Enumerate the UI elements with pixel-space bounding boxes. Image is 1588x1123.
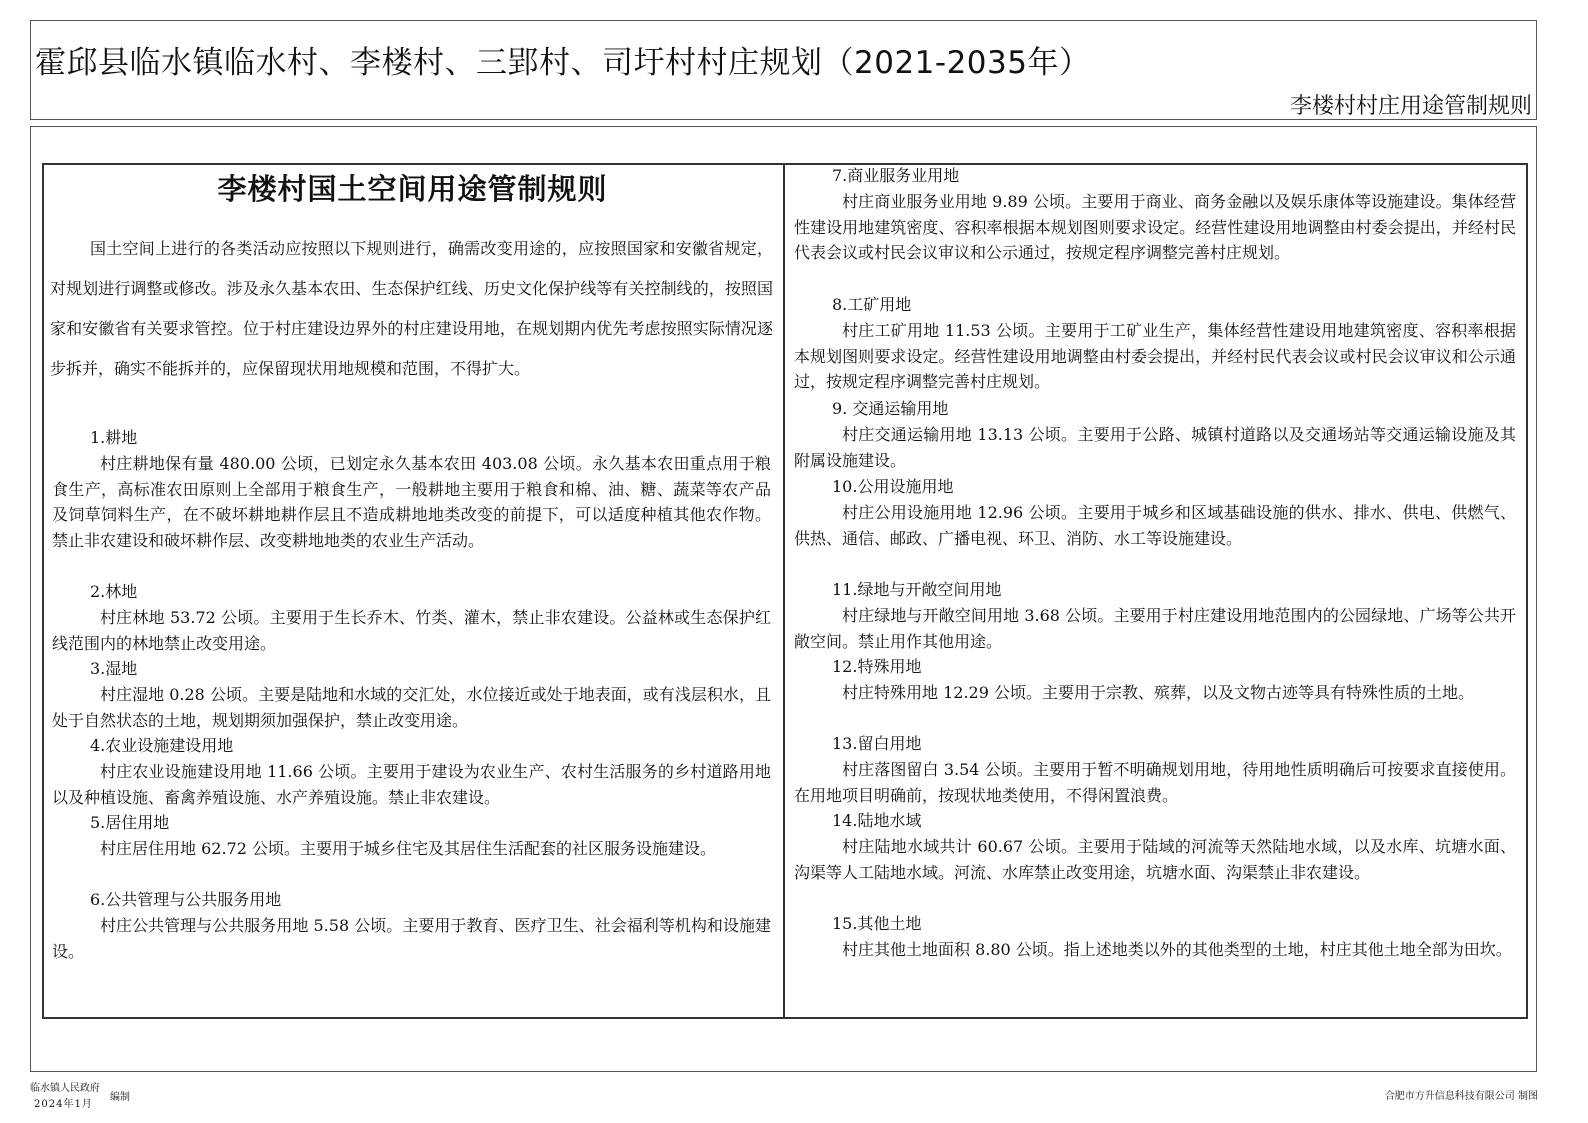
section-body: 村庄湿地 0.28 公顷。主要是陆地和水域的交汇处，水位接近或处于地表面，或有浅层积水，且处于自然状态的土地，规划期须加强保护，禁止改变用途。 <box>52 684 771 730</box>
section-heading: 1.耕地 <box>90 428 138 447</box>
section-body: 村庄交通运输用地 13.13 公顷。主要用于公路、城镇村道路以及交通场站等交通运输设施及其附属设施建设。 <box>794 424 1516 470</box>
header-box <box>30 20 1537 120</box>
section-heading: 2.林地 <box>90 582 138 601</box>
section-5 <box>52 810 771 862</box>
section-heading: 10.公用设施用地 <box>832 477 954 496</box>
section-heading: 12.特殊用地 <box>832 657 922 676</box>
section-2 <box>52 579 771 656</box>
section-heading: 3.湿地 <box>90 659 138 678</box>
section-body: 村庄其他土地面积 8.80 公顷。指上述地类以外的其他类型的土地，村庄其他土地全部为田坎。 <box>842 939 1512 959</box>
section-body: 村庄特殊用地 12.29 公顷。主要用于宗教、殡葬，以及文物古迹等具有特殊性质的土地。 <box>842 682 1474 702</box>
section-body: 村庄陆地水域共计 60.67 公顷。主要用于陆域的河流等天然陆地水域，以及水库、坑塘水面、沟渠等人工陆地水域。河流、水库禁止改变用途，坑塘水面、沟渠禁止非农建设。 <box>794 836 1516 882</box>
section-heading: 4.农业设施建设用地 <box>90 736 234 755</box>
footer-date: 2024年1月 <box>34 1099 93 1110</box>
plan-subtitle: 李楼村村庄用途管制规则 <box>1289 94 1532 119</box>
section-3 <box>52 656 771 733</box>
section-4 <box>52 733 771 810</box>
section-body: 村庄居住用地 62.72 公顷。主要用于城乡住宅及其居住生活配套的社区服务设施建设。 <box>100 838 716 858</box>
section-13 <box>794 731 1516 808</box>
plan-title: 霍邱县临水镇临水村、李楼村、三郢村、司圩村村庄规划（2021-2035年） <box>35 45 1091 81</box>
section-body: 村庄公用设施用地 12.96 公顷。主要用于城乡和区域基础设施的供水、排水、供电、供燃气、供热、通信、邮政、广播电视、环卫、消防、水工等设施建设。 <box>794 502 1516 548</box>
footer-org: 临水镇人民政府 <box>30 1083 100 1094</box>
section-1 <box>52 425 771 554</box>
section-heading: 15.其他土地 <box>832 914 922 933</box>
section-body: 村庄工矿用地 11.53 公顷。主要用于工矿业生产，集体经营性建设用地建筑密度、容积率根据本规划图则要求设定。经营性建设用地调整由村委会提出，并经村民代表会议或村民会议审议和公示通过，按规定程序调整完善村庄规划。 <box>794 320 1516 392</box>
footer-maker: 合肥市方升信息科技有限公司 制图 <box>1384 1091 1538 1102</box>
section-10 <box>794 474 1516 551</box>
section-body: 村庄耕地保有量 480.00 公顷，已划定永久基本农田 403.08 公顷。永久基本农田重点用于粮食生产，高标准农田原则上全部用于粮食生产，一般耕地主要用于粮食和棉、油、糖、蔬菜等农产品及饲草饲料生产，在不破坏耕地耕作层且不造成耕地地类改变的前提下，可以适度种植其他农作物。禁止非农建设和破坏耕作层、改变耕地地类的农业生产活动。 <box>52 453 771 551</box>
section-9 <box>794 396 1516 473</box>
section-heading: 7.商业服务业用地 <box>832 166 960 185</box>
section-heading: 11.绿地与开敞空间用地 <box>832 580 1002 599</box>
footer-compiled: 编制 <box>110 1092 130 1103</box>
section-12 <box>794 654 1516 706</box>
doc-title: 李楼村国土空间用途管制规则 <box>217 172 608 206</box>
section-heading: 9. 交通运输用地 <box>832 399 949 418</box>
section-heading: 14.陆地水域 <box>832 811 922 830</box>
section-body: 村庄林地 53.72 公顷。主要用于生长乔木、竹类、灌木，禁止非农建设。公益林或生态保护红线范围内的林地禁止改变用途。 <box>52 607 771 653</box>
section-11 <box>794 577 1516 654</box>
right-column <box>786 163 1526 1019</box>
intro-paragraph: 国土空间上进行的各类活动应按照以下规则进行，确需改变用途的，应按照国家和安徽省规定，对规划进行调整或修改。涉及永久基本农田、生态保护红线、历史文化保护线等有关控制线的，按照国家和安徽省有关要求管控。位于村庄建设边界外的村庄建设用地，在规划期内优先考虑按照实际情况逐步拆并，确实不能拆并的，应保留现状用地规模和范围，不得扩大。 <box>50 239 773 378</box>
section-body: 村庄绿地与开敞空间用地 3.68 公顷。主要用于村庄建设用地范围内的公园绿地、广场等公共开敞空间。禁止用作其他用途。 <box>794 605 1516 651</box>
section-heading: 5.居住用地 <box>90 813 170 832</box>
left-column <box>42 163 785 1019</box>
section-heading: 13.留白用地 <box>832 734 922 753</box>
section-6 <box>52 887 771 964</box>
section-body: 村庄农业设施建设用地 11.66 公顷。主要用于建设为农业生产、农村生活服务的乡村道路用地以及种植设施、畜禽养殖设施、水产养殖设施。禁止非农建设。 <box>52 761 771 807</box>
section-7 <box>794 163 1516 266</box>
section-14 <box>794 808 1516 885</box>
section-body: 村庄商业服务业用地 9.89 公顷。主要用于商业、商务金融以及娱乐康体等设施建设。集体经营性建设用地建筑密度、容积率根据本规划图则要求设定。经营性建设用地调整由村委会提出，并经村民代表会议或村民会议审议和公示通过，按规定程序调整完善村庄规划。 <box>794 191 1516 263</box>
section-15 <box>794 911 1516 963</box>
section-body: 村庄落图留白 3.54 公顷。主要用于暂不明确规划用地，待用地性质明确后可按要求直接使用。在用地项目明确前，按现状地类使用，不得闲置浪费。 <box>794 759 1516 805</box>
section-heading: 6.公共管理与公共服务用地 <box>90 890 282 909</box>
section-8 <box>794 292 1516 395</box>
section-heading: 8.工矿用地 <box>832 295 912 314</box>
section-body: 村庄公共管理与公共服务用地 5.58 公顷。主要用于教育、医疗卫生、社会福利等机构和设施建设。 <box>52 915 771 961</box>
